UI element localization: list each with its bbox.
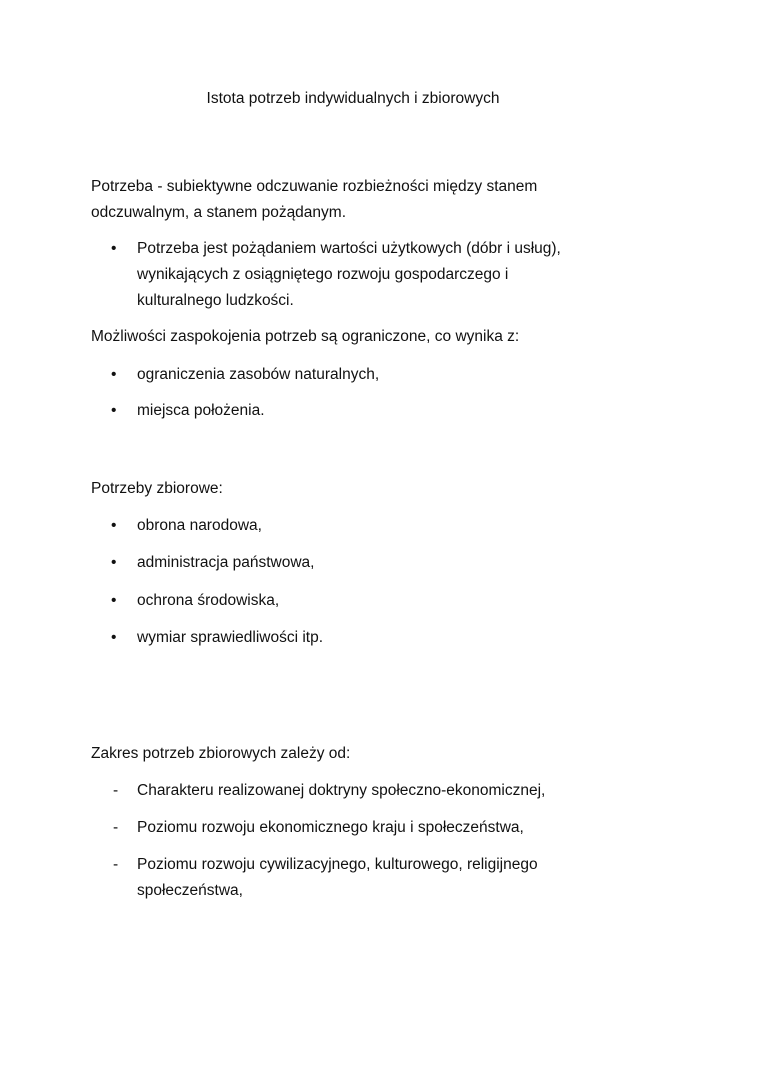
- definition-bullet-line-2: wynikających z osiągniętego rozwoju gospodarczego i: [137, 266, 509, 283]
- bullet-marker: •: [111, 629, 117, 646]
- definition-line-1: Potrzeba - subiektywne odczuwanie rozbieżności między stanem: [91, 178, 538, 195]
- page-title: Istota potrzeb indywidualnych i zbiorowych: [206, 90, 500, 107]
- list-item: ochrona środowiska,: [137, 592, 280, 609]
- list-item-line-2: społeczeństwa,: [137, 882, 243, 899]
- list-item: Poziomu rozwoju ekonomicznego kraju i społeczeństwa,: [137, 819, 524, 836]
- collective-needs-heading: Potrzeby zbiorowe:: [91, 480, 223, 497]
- dash-marker: -: [113, 819, 119, 836]
- bullet-marker: •: [111, 402, 117, 419]
- list-item: obrona narodowa,: [137, 517, 262, 534]
- definition-line-2: odczuwalnym, a stanem pożądanym.: [91, 204, 347, 221]
- definition-bullet-line-1: Potrzeba jest pożądaniem wartości użytkowych (dóbr i usług),: [137, 240, 561, 257]
- list-item: ograniczenia zasobów naturalnych,: [137, 366, 380, 383]
- list-item-line-1: Poziomu rozwoju cywilizacyjnego, kulturowego, religijnego: [137, 856, 538, 873]
- bullet-marker: •: [111, 366, 117, 383]
- list-item: administracja państwowa,: [137, 554, 315, 571]
- bullet-marker: •: [111, 240, 117, 257]
- list-item: miejsca położenia.: [137, 402, 265, 419]
- limitations-heading: Możliwości zaspokojenia potrzeb są ograniczone, co wynika z:: [91, 328, 520, 345]
- list-item: wymiar sprawiedliwości itp.: [137, 629, 324, 646]
- bullet-marker: •: [111, 554, 117, 571]
- list-item: Charakteru realizowanej doktryny społeczno-ekonomicznej,: [137, 782, 546, 799]
- bullet-marker: •: [111, 517, 117, 534]
- scope-heading: Zakres potrzeb zbiorowych zależy od:: [91, 745, 351, 762]
- bullet-marker: •: [111, 592, 117, 609]
- dash-marker: -: [113, 856, 119, 873]
- definition-bullet-line-3: kulturalnego ludzkości.: [137, 292, 294, 309]
- dash-marker: -: [113, 782, 119, 799]
